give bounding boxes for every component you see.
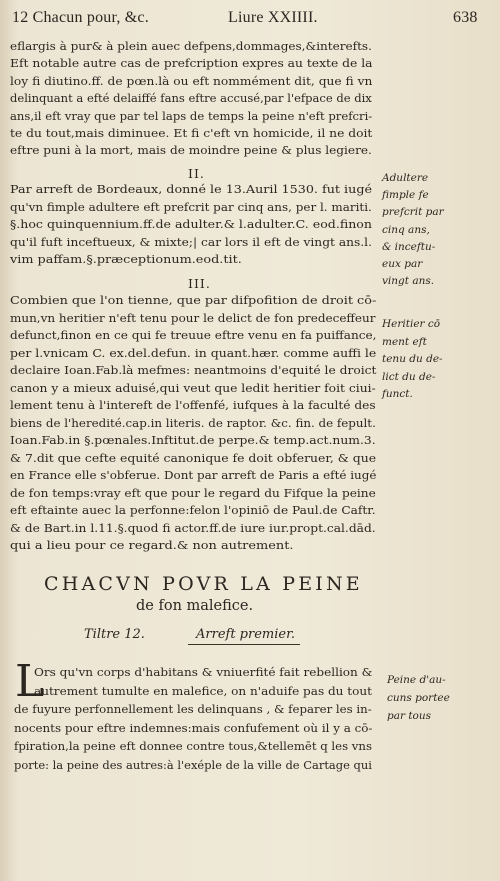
text-line: mun,vn heritier n'eft tenu pour le delict de fon predeceffeur <box>10 310 376 325</box>
text-line: de fon temps:vray eft que pour le regard du Fifque la peine <box>10 485 376 500</box>
margin-note-line: funct. <box>382 388 413 401</box>
text-line: Ioan.Fab.in §.pœnales.Inftitut.de perpe.& temp.act.num.3. <box>10 433 376 447</box>
tiltre-label: Tiltre 12. <box>84 627 145 642</box>
margin-note-line: cuns portee <box>387 692 450 704</box>
text-line: vim paffam.§.præceptionum.eod.tit. <box>10 252 242 267</box>
margin-note-line: eux par <box>382 258 423 270</box>
margin-note-line: prefcrit par <box>382 206 444 219</box>
section-heading-iii: III. <box>188 276 211 291</box>
section-heading-ii: II. <box>188 166 205 181</box>
text-line: delinquant a efté delaiffé fans eftre accusé,par l'efpace de dix <box>10 91 372 106</box>
text-line: fpiration,la peine eft donnee contre tous,&tellemēt q les vns <box>14 739 372 754</box>
text-line: te du tout,mais diminuee. Et fi c'eft vn homicide, il ne doit <box>10 126 373 140</box>
margin-note-line: par tous <box>387 710 432 722</box>
text-line: porte: la peine des autres:à l'exéple de la ville de Cartage qui <box>14 758 372 772</box>
text-line: qu'vn fimple adultere eft prefcrit par cinq ans, per l. mariti. <box>10 199 372 214</box>
text-line: lement tenu à l'intereft de l'offenfé, iufques à la faculté des <box>10 398 376 412</box>
margin-note-line: vingt ans. <box>382 275 435 288</box>
text-line: eflargis à pur& à plein auec defpens,dommages,&interefts. <box>10 39 372 53</box>
margin-note-line: & inceftu- <box>382 240 436 253</box>
text-line: qui a lieu pour ce regard.& non autrement. <box>10 538 294 552</box>
text-line: de fuyure perfonnellement les delinquans , & feparer les in- <box>14 702 372 717</box>
text-line: canon y a mieux aduisé,qui veut que ledit heritier foit ciui- <box>10 380 376 395</box>
text-line: autrement tumulte en malefice, on n'aduife pas du tout <box>34 683 372 698</box>
text-line: eftre puni à la mort, mais de moindre peine & plus legiere. <box>10 143 372 158</box>
margin-note-line: cinq ans, <box>382 223 430 236</box>
text-line: ans,il eft vray que par tel laps de temps la peine n'eft prefcri- <box>10 108 373 123</box>
text-line: per l.vnicam C. ex.del.defun. in quant.hær. comme auffi le <box>10 345 377 360</box>
text-line: nocents pour eftre indemnes:mais confufement où il y a cō- <box>14 720 373 735</box>
margin-note-line: Heritier cō <box>382 318 441 330</box>
text-line: §.hoc quinquennium.ff.de adulter.& l.adulter.C. eod.finon <box>10 217 372 232</box>
text-line: & de Bart.in l.11.§.quod fi actor.ff.de iure iur.propt.cal.dād. <box>10 520 376 535</box>
page-number: 638 <box>453 9 478 26</box>
margin-note-line: fimple fe <box>382 189 429 202</box>
margin-note-line: ment eft <box>382 335 427 348</box>
rubric-underline <box>188 644 300 645</box>
margin-note-line: Peine d'au- <box>387 674 446 686</box>
running-head-center: Liure XXIIII. <box>228 9 318 26</box>
margin-note-line: tenu du de- <box>382 353 443 366</box>
text-line: en France elle s'obferue. Dont par arreft de Paris a efté iugé <box>10 468 377 482</box>
text-line: & 7.dit que cefte equité canonique fe doit obferuer, & que <box>10 450 377 465</box>
margin-note-line: Adultere <box>382 172 429 184</box>
drop-capital: L <box>15 656 45 707</box>
text-line: biens de l'heredité.cap.in literis. de raptor. &c. fin. de fepult. <box>10 415 376 430</box>
chapter-title: CHACVN POVR LA PEINE <box>44 573 363 595</box>
text-line: declaire Ioan.Fab.là mefmes: neantmoins d'equité le droict <box>10 363 377 377</box>
text-line: qu'il fuft inceftueux, & mixte;| car lors il eft de vingt ans.l. <box>10 234 372 249</box>
text-line: loy fi diutino.ff. de pœn.là ou eft nommément dit, que fi vn <box>10 73 373 88</box>
text-line: Eft notable autre cas de prefcription expres au texte de la <box>10 56 373 71</box>
margin-note-line: lict du de- <box>382 370 436 383</box>
text-line: Par arreft de Bordeaux, donné le 13.Auril 1530. fut iugé <box>10 182 372 196</box>
chapter-subtitle: de fon malefice. <box>136 598 254 614</box>
text-line: defunct,finon en ce qui fe treuue eftre venu en fa puiffance, <box>10 328 377 342</box>
arrest-label: Arreft premier. <box>196 627 296 642</box>
text-line: Combien que l'on tienne, que par difpofition de droit cō- <box>10 293 377 307</box>
running-head-left: 12 Chacun pour, &c. <box>12 9 149 26</box>
text-line: eft eftainte auec la perfonne:felon l'opiniō de Paul.de Caftr. <box>10 503 376 517</box>
text-line: Ors qu'vn corps d'habitans & vniuerfité fait rebellion & <box>34 665 373 679</box>
